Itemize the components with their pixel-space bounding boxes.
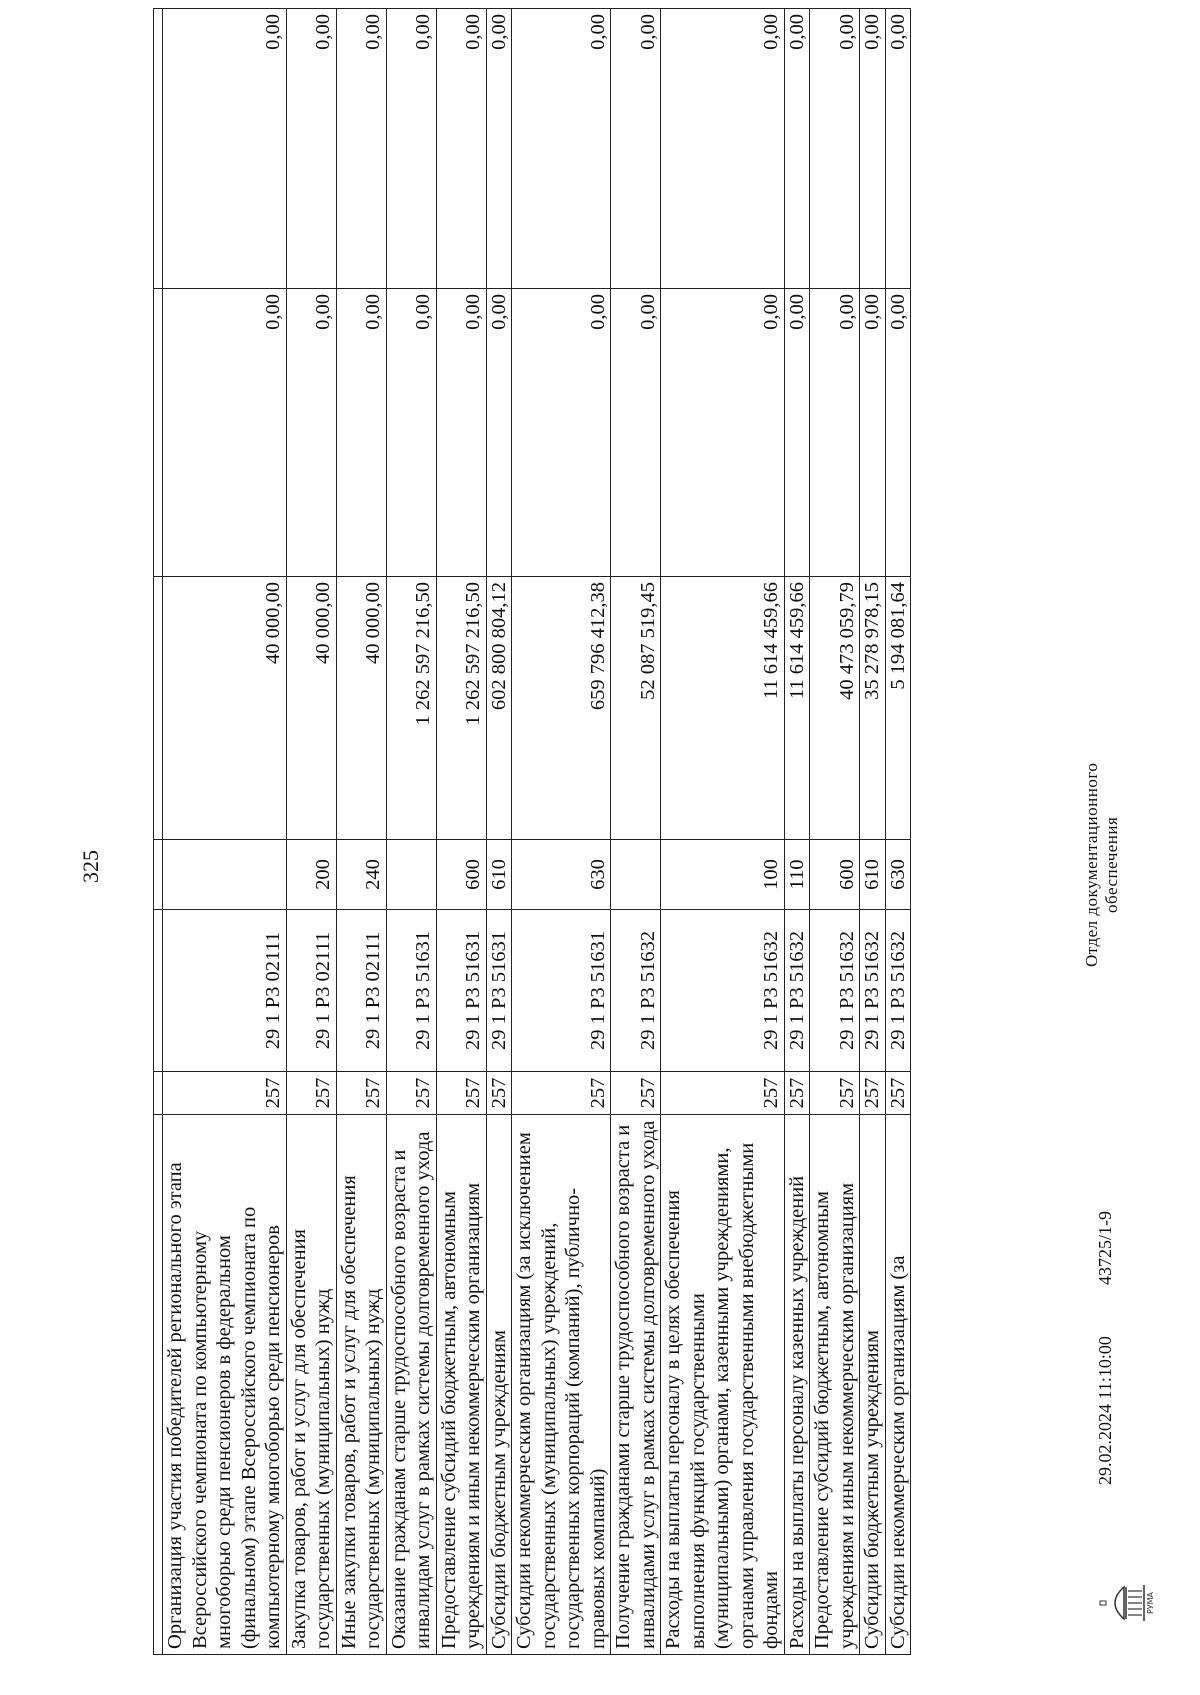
cell-sum-3: 0,00: [661, 9, 785, 289]
table-row: [486, 9, 512, 1655]
seal-logo: [1098, 1581, 1159, 1625]
cell-name: Иные закупки товаров, работ и услуг для обеспечения государственных (муниципальных) нужд: [336, 1115, 386, 1655]
cell-name: Субсидии некоммерческим организациям (за исключением государственных (муниципальных) учреждений, государственных корпораций (компаний), публично-правовых компаний): [512, 1115, 611, 1655]
cell-csr: 29 1 P3 51631: [436, 910, 486, 1072]
cell-name: Оказание гражданам старше трудоспособного возраста и инвалидам услуг в рамках системы долговременного ухода: [386, 1115, 436, 1655]
cell-vr: 630: [885, 840, 911, 910]
cell-sum-1: 11 614 459,66: [661, 577, 785, 840]
cell-grbs: 257: [486, 1072, 512, 1115]
cell-vr: [386, 840, 436, 910]
cell-sum-1: 5 194 081,64: [885, 577, 911, 840]
department-line-2: обеспечения: [1102, 816, 1121, 913]
cell-name: Расходы на выплаты персоналу казенных учреждений: [784, 1115, 810, 1655]
table-row: [336, 9, 386, 1655]
cell-name: Закупка товаров, работ и услуг для обеспечения государственных (муниципальных) нужд: [286, 1115, 336, 1655]
cell-sum-2: 0,00: [784, 289, 810, 577]
cell-sum-3: 0,00: [486, 9, 512, 289]
cell-csr: 29 1 P3 51632: [885, 910, 911, 1072]
table-row: [860, 9, 886, 1655]
cell-grbs: 257: [810, 1072, 860, 1115]
table-row: [784, 9, 810, 1655]
cell-csr: 29 1 P3 02111: [163, 910, 287, 1072]
cell-csr: 29 1 P3 51631: [486, 910, 512, 1072]
cell-sum-3: 0,00: [611, 9, 661, 289]
footer-datetime: 29.02.2024 11:10:00: [1095, 1336, 1115, 1485]
cell-csr: 29 1 P3 02111: [336, 910, 386, 1072]
cell-csr: 29 1 P3 51632: [611, 910, 661, 1072]
table-row: [163, 9, 287, 1655]
cell-name: Предоставление субсидий бюджетным, автономным учреждениям и иным некоммерческим организациям: [436, 1115, 486, 1655]
cell-vr: [163, 840, 287, 910]
cell-vr: 240: [336, 840, 386, 910]
cell-name: Организация участия победителей регионального этапа Всероссийского чемпионата по компьютерному многоборью среди пенсионеров в федеральном (финальном) этапе Всероссийского чемпионата по компьютерному многоборью среди пенсионеров: [163, 1115, 287, 1655]
cell-sum-2: 0,00: [512, 289, 611, 577]
cell-sum-2: 0,00: [486, 289, 512, 577]
cell-grbs: 257: [286, 1072, 336, 1115]
cell-sum-2: 0,00: [810, 289, 860, 577]
cell-sum-3: 0,00: [512, 9, 611, 289]
cell-sum-2: 0,00: [860, 289, 886, 577]
cell-name: Расходы на выплаты персоналу в целях обеспечения выполнения функций государственными (муниципальными) органами, казенными учреждениями, органами управления государственными внебюджетными фондами: [661, 1115, 785, 1655]
cell-sum-1: 11 614 459,66: [784, 577, 810, 840]
cell-name: Субсидии некоммерческим организациям (за: [885, 1115, 911, 1655]
table-row: [286, 9, 336, 1655]
cell-sum-3: 0,00: [286, 9, 336, 289]
table-row: [810, 9, 860, 1655]
cell-vr: 100: [661, 840, 785, 910]
footer-department-stamp: [1082, 763, 1122, 967]
logo-text: РУМА: [1146, 1591, 1155, 1615]
cell-csr: 29 1 P3 51632: [661, 910, 785, 1072]
cell-sum-1: 659 796 412,38: [512, 577, 611, 840]
table-row: [436, 9, 486, 1655]
cell-vr: 200: [286, 840, 336, 910]
cell-sum-1: 1 262 597 216,50: [386, 577, 436, 840]
seal-logo-icon: [1098, 1581, 1154, 1625]
cell-grbs: 257: [860, 1072, 886, 1115]
cell-vr: 110: [784, 840, 810, 910]
page-number: 325: [78, 850, 103, 883]
cell-sum-2: 0,00: [611, 289, 661, 577]
cell-sum-2: 0,00: [885, 289, 911, 577]
cell-grbs: 257: [386, 1072, 436, 1115]
cell-vr: 610: [486, 840, 512, 910]
cell-sum-3: 0,00: [436, 9, 486, 289]
table-body: [154, 9, 911, 1655]
table-row: [512, 9, 611, 1655]
table-row: [661, 9, 785, 1655]
cell-sum-2: 0,00: [336, 289, 386, 577]
cell-sum-2: 0,00: [661, 289, 785, 577]
cell-csr: 29 1 P3 51632: [810, 910, 860, 1072]
cell-sum-3: 0,00: [163, 9, 287, 289]
cell-grbs: 257: [661, 1072, 785, 1115]
cell-sum-1: 40 473 059,79: [810, 577, 860, 840]
cell-sum-3: 0,00: [885, 9, 911, 289]
cell-grbs: 257: [436, 1072, 486, 1115]
cell-sum-3: 0,00: [336, 9, 386, 289]
cell-vr: 610: [860, 840, 886, 910]
cell-grbs: 257: [336, 1072, 386, 1115]
cell-grbs: 257: [885, 1072, 911, 1115]
table-row: [885, 9, 911, 1655]
cell-csr: 29 1 P3 51632: [784, 910, 810, 1072]
cell-csr: 29 1 P3 51631: [386, 910, 436, 1072]
cell-sum-3: 0,00: [784, 9, 810, 289]
cell-sum-1: 1 262 597 216,50: [436, 577, 486, 840]
footer-doc-code: 43725/1-9: [1095, 1211, 1115, 1285]
cell-sum-1: 35 278 978,15: [860, 577, 886, 840]
cell-sum-1: 602 800 804,12: [486, 577, 512, 840]
cell-sum-3: 0,00: [386, 9, 436, 289]
cell-sum-1: 40 000,00: [286, 577, 336, 840]
cell-vr: [611, 840, 661, 910]
cell-sum-3: 0,00: [810, 9, 860, 289]
cell-sum-2: 0,00: [163, 289, 287, 577]
cell-name: Субсидии бюджетным учреждениям: [860, 1115, 886, 1655]
cell-vr: 600: [810, 840, 860, 910]
budget-table: [153, 8, 911, 1655]
cell-vr: 630: [512, 840, 611, 910]
table-row: [386, 9, 436, 1655]
cell-grbs: 257: [611, 1072, 661, 1115]
department-line-1: Отдел документационного: [1082, 762, 1101, 967]
cell-name: Предоставление субсидий бюджетным, автономным учреждениям и иным некоммерческим организациям: [810, 1115, 860, 1655]
table-row: [611, 9, 661, 1655]
table-top-row: [154, 9, 163, 1655]
cell-name: Получение гражданами старше трудоспособного возраста и инвалидами услуг в рамках системы долговременного ухода: [611, 1115, 661, 1655]
cell-csr: 29 1 P3 02111: [286, 910, 336, 1072]
cell-csr: 29 1 P3 51631: [512, 910, 611, 1072]
cell-name: Субсидии бюджетным учреждениям: [486, 1115, 512, 1655]
cell-sum-1: 52 087 519,45: [611, 577, 661, 840]
cell-sum-2: 0,00: [386, 289, 436, 577]
cell-sum-1: 40 000,00: [163, 577, 287, 840]
cell-sum-2: 0,00: [436, 289, 486, 577]
cell-grbs: 257: [163, 1072, 287, 1115]
cell-vr: 600: [436, 840, 486, 910]
cell-sum-2: 0,00: [286, 289, 336, 577]
cell-grbs: 257: [784, 1072, 810, 1115]
cell-grbs: 257: [512, 1072, 611, 1115]
cell-sum-3: 0,00: [860, 9, 886, 289]
cell-sum-1: 40 000,00: [336, 577, 386, 840]
cell-csr: 29 1 P3 51632: [860, 910, 886, 1072]
